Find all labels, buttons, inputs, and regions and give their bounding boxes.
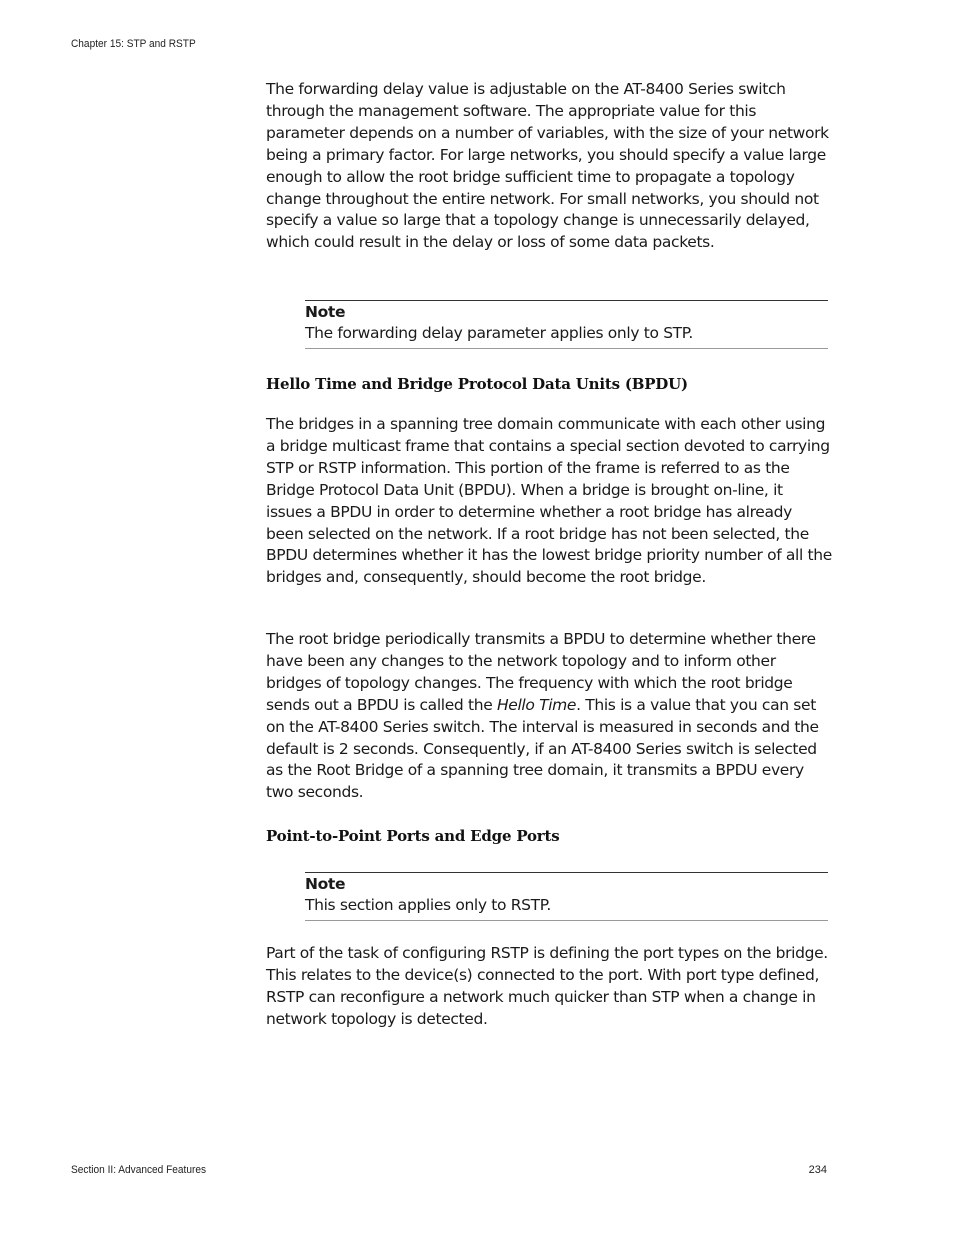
note-box-rstp — [305, 872, 828, 921]
paragraph-bpdu: The bridges in a spanning tree domain communicate with each other using a bridge multicast frame that contains a special section devoted to carrying STP or RSTP information. This portion of the frame is referred to as the Bridge Protocol Data Unit (BPDU). When a bridge is brought on-line, it issues a BPDU in order to determine whether a root bridge has already been selected on the network. If a root bridge has not been selected, the BPDU determines whether it has the lowest bridge priority number of all the bridges and, consequently, should become the root bridge. — [266, 415, 832, 587]
paragraph-forwarding-delay: The forwarding delay value is adjustable on the AT-8400 Series switch through the management software. The appropriate value for this parameter depends on a number of variables, with the size of your network being a primary factor. For large networks, you should specify a value large enough to allow the root bridge sufficient time to propagate a topology change throughout the entire network. For small networks, you should not specify a value so large that a topology change is unnecessarily delayed, which could result in the delay or loss of some data packets. — [266, 80, 829, 252]
note-title: Note — [305, 303, 346, 321]
hello-time-term: Hello Time — [496, 695, 577, 714]
note-box-stp — [305, 300, 828, 349]
note-text: This section applies only to RSTP. — [305, 896, 551, 914]
footer-section: Section II: Advanced Features — [71, 1164, 207, 1176]
paragraph-hello-time — [266, 629, 832, 804]
paragraph-port-types: Part of the task of configuring RSTP is defining the port types on the bridge. This relates to the device(s) connected to the port. With port type defined, RSTP can reconfigure a network much quicker than STP when a change in network topology is detected. — [266, 944, 828, 1028]
section-heading-port-types: Point-to-Point Ports and Edge Ports — [266, 827, 560, 845]
section-heading-hello-time: Hello Time and Bridge Protocol Data Units (BPDU) — [266, 375, 688, 393]
note-text: The forwarding delay parameter applies only to STP. — [305, 324, 693, 342]
running-header: Chapter 15: STP and RSTP — [71, 38, 196, 50]
paragraph-text-end: . This is a value that you can set on the AT-8400 Series switch. The interval is measured in seconds and the default is 2 seconds. Consequently, if an AT-8400 Series switch is selected as the Root Bridge of a spanning tree domain, it transmits a BPDU every two seconds. — [266, 695, 819, 802]
note-title: Note — [305, 875, 346, 893]
paragraph-text-start: The root bridge periodically transmits a BPDU to determine whether there have been any changes to the network topology and to inform other bridges of topology changes. The frequency with which the root bridge sends out a BPDU is called the — [266, 630, 816, 714]
page-number: 234 — [808, 1164, 827, 1176]
